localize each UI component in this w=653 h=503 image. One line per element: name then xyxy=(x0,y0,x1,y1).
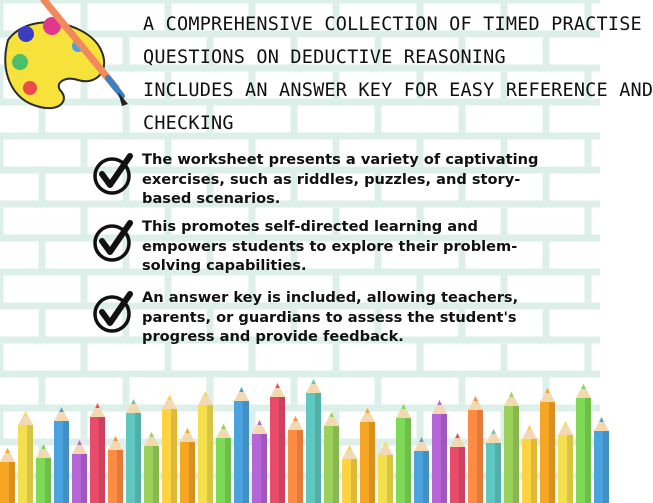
headline-line-3: INCLUDES AN ANSWER KEY FOR EASY REFERENCE AND xyxy=(143,80,653,101)
paint-palette-icon xyxy=(0,0,140,115)
bullet-text-1: The worksheet presents a variety of captivating exercises, such as riddles, puzzles, and story-based scenarios. xyxy=(142,151,539,207)
colored-pencils-icon xyxy=(0,355,600,503)
headline-line-2: QUESTIONS ON DEDUCTIVE REASONING xyxy=(143,47,506,68)
headline xyxy=(143,8,653,140)
checkmark-circle-icon xyxy=(90,217,138,265)
bullet-text-2: This promotes self-directed learning and empowers students to explore their problem-solving capabilities. xyxy=(142,218,518,274)
headline-line-1: A COMPREHENSIVE COLLECTION OF TIMED PRACTISE xyxy=(143,14,642,35)
bullet-text-3: An answer key is included, allowing teachers, parents, or guardians to assess the student's progress and provide feedback. xyxy=(142,289,519,345)
checkmark-circle-icon xyxy=(90,288,138,336)
checkmark-circle-icon xyxy=(90,150,138,198)
headline-line-4: CHECKING xyxy=(143,113,234,134)
